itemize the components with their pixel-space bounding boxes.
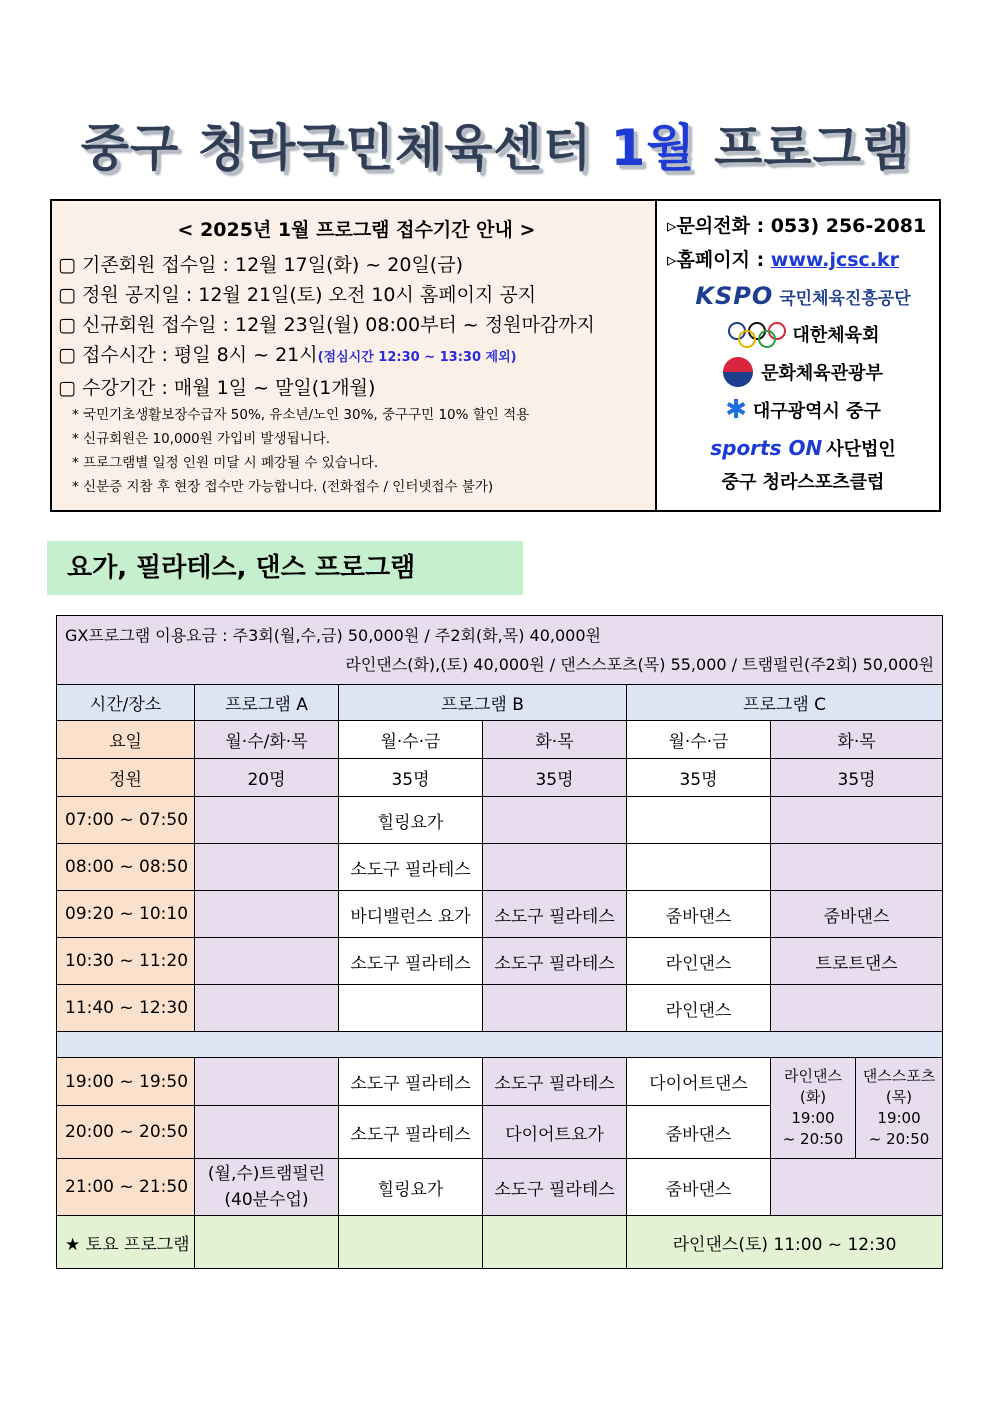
time-cell: 20:00 ~ 20:50	[57, 1106, 195, 1159]
capacity-cell: 20명	[195, 759, 339, 797]
table-row	[57, 891, 943, 938]
phone: ▹문의전화 : 053) 256-2081	[667, 215, 927, 237]
time-cell: 09:20 ~ 10:10	[57, 891, 195, 938]
registration-info	[52, 201, 657, 510]
table-header	[57, 685, 943, 721]
program-cell: 줌바댄스	[627, 1106, 771, 1159]
capacity-row	[57, 759, 943, 797]
table-row	[57, 844, 943, 891]
table-row	[57, 1058, 943, 1106]
taegeuk-icon	[723, 357, 753, 387]
fee-info: GX프로그램 이용요금 : 주3회(월,수,금) 50,000원 / 주2회(화,목) 40,000원 라인댄스(화),(토) 40,000원 / 댄스스포츠(목) 55,000 / 트램펄린(주2회) 50,000원	[57, 616, 943, 685]
program-cell	[195, 891, 339, 938]
program-cell	[483, 797, 627, 844]
spacer-row	[57, 1032, 943, 1058]
program-cell	[771, 1159, 943, 1216]
program-cell: 소도구 필라테스	[483, 1159, 627, 1216]
program-cell: 라인댄스	[627, 938, 771, 985]
day-label: 요일	[57, 721, 195, 759]
time-cell: 19:00 ~ 19:50	[57, 1058, 195, 1106]
contact-panel	[657, 201, 939, 510]
info-row: ▢ 정원 공지일 : 12월 21일(토) 오전 10시 홈페이지 공지	[58, 284, 537, 306]
time-cell: 07:00 ~ 07:50	[57, 797, 195, 844]
day-cell: 화·목	[483, 721, 627, 759]
day-row	[57, 721, 943, 759]
table-row	[57, 797, 943, 844]
program-cell	[483, 985, 627, 1032]
line-dance-tue-cell: 라인댄스 (화) 19:00 ~ 20:50	[771, 1058, 856, 1159]
district-emblem-icon: ✱	[725, 395, 747, 425]
program-cell: 바디밸런스 요가	[339, 891, 483, 938]
program-cell	[195, 844, 339, 891]
header-program-c: 프로그램 C	[627, 685, 943, 721]
program-cell	[483, 844, 627, 891]
saturday-label: ★ 토요 프로그램	[57, 1216, 195, 1269]
club-name: 중구 청라스포츠클럽	[721, 472, 885, 493]
program-cell: 줌바댄스	[627, 891, 771, 938]
capacity-cell: 35명	[483, 759, 627, 797]
table-row	[57, 1159, 943, 1216]
program-cell: 소도구 필라테스	[483, 891, 627, 938]
program-cell	[771, 844, 943, 891]
program-cell	[195, 985, 339, 1032]
table-row	[57, 985, 943, 1032]
district-logo: ✱ 대구광역시 중구	[725, 395, 881, 425]
program-cell: 소도구 필라테스	[483, 938, 627, 985]
program-cell	[627, 844, 771, 891]
saturday-program: 라인댄스(토) 11:00 ~ 12:30	[627, 1216, 943, 1269]
capacity-cell: 35명	[627, 759, 771, 797]
capacity-cell: 35명	[339, 759, 483, 797]
sports-council-logo: 대한체육회	[667, 315, 939, 353]
homepage: ▹홈페이지 : www.jcsc.kr	[667, 249, 900, 271]
page-title: 중구 청라국민체육센터 1월 프로그램	[80, 119, 912, 177]
program-cell: 트로트댄스	[771, 938, 943, 985]
time-cell: 11:40 ~ 12:30	[57, 985, 195, 1032]
day-cell: 월·수·금	[339, 721, 483, 759]
program-cell	[195, 1106, 339, 1159]
note: * 국민기초생활보장수급자 50%, 유소년/노인 30%, 중구구민 10% 할인 적용	[72, 407, 530, 423]
program-cell: 다이어트댄스	[627, 1058, 771, 1106]
program-cell	[771, 797, 943, 844]
program-cell: 힐링요가	[339, 797, 483, 844]
info-row: ▢ 신규회원 접수일 : 12월 23일(월) 08:00부터 ~ 정원마감까지	[58, 314, 595, 336]
info-row: ▢ 접수시간 : 평일 8시 ~ 21시(점심시간 12:30 ~ 13:30 제외)	[58, 344, 517, 366]
info-row: ▢ 기존회원 접수일 : 12월 17일(화) ~ 20일(금)	[58, 254, 463, 276]
schedule-table	[56, 615, 943, 1269]
club-logo: sports ON 사단법인	[710, 436, 896, 460]
note: * 프로그램별 일정 인원 미달 시 폐강될 수 있습니다.	[72, 455, 379, 471]
info-box	[50, 199, 941, 512]
time-cell: 10:30 ~ 11:20	[57, 938, 195, 985]
program-cell	[195, 797, 339, 844]
program-cell	[483, 1216, 627, 1269]
table-row	[57, 938, 943, 985]
dance-sport-thu-cell: 댄스스포츠 (목) 19:00 ~ 20:50	[856, 1058, 943, 1159]
day-cell: 월·수·금	[627, 721, 771, 759]
fee-row	[57, 616, 943, 685]
capacity-cell: 35명	[771, 759, 943, 797]
note: * 신분증 지참 후 현장 접수만 가능합니다. (전화접수 / 인터넷접수 불가)	[72, 479, 494, 495]
kspo-logo: KSPO 국민체육진흥공단	[695, 282, 911, 310]
saturday-row	[57, 1216, 943, 1269]
time-cell: 08:00 ~ 08:50	[57, 844, 195, 891]
section-title: 요가, 필라테스, 댄스 프로그램	[47, 541, 523, 595]
trampoline-cell: (월,수)트램펄린 (40분수업)	[195, 1159, 339, 1216]
header-time: 시간/장소	[57, 685, 195, 721]
header-program-b: 프로그램 B	[339, 685, 627, 721]
note: * 신규회원은 10,000원 가입비 발생됩니다.	[72, 431, 331, 447]
header-program-a: 프로그램 A	[195, 685, 339, 721]
program-cell	[339, 1216, 483, 1269]
program-cell	[195, 938, 339, 985]
day-cell: 월·수/화·목	[195, 721, 339, 759]
program-cell: 줌바댄스	[771, 891, 943, 938]
olympic-rings-icon	[727, 319, 787, 349]
day-cell: 화·목	[771, 721, 943, 759]
registration-heading: < 2025년 1월 프로그램 접수기간 안내 >	[177, 219, 536, 241]
ministry-logo: 문화체육관광부	[667, 353, 939, 391]
program-cell: 소도구 필라테스	[339, 938, 483, 985]
time-cell: 21:00 ~ 21:50	[57, 1159, 195, 1216]
spacer	[57, 1032, 943, 1058]
program-cell	[195, 1216, 339, 1269]
program-cell: 소도구 필라테스	[339, 1058, 483, 1106]
program-cell: 힐링요가	[339, 1159, 483, 1216]
program-cell	[771, 985, 943, 1032]
homepage-link[interactable]: www.jcsc.kr	[770, 249, 900, 271]
program-cell	[195, 1058, 339, 1106]
program-cell: 라인댄스	[627, 985, 771, 1032]
program-cell: 소도구 필라테스	[339, 1106, 483, 1159]
program-cell	[339, 985, 483, 1032]
program-cell: 다이어트요가	[483, 1106, 627, 1159]
program-cell: 소도구 필라테스	[339, 844, 483, 891]
program-cell	[627, 797, 771, 844]
info-row: ▢ 수강기간 : 매월 1일 ~ 말일(1개월)	[58, 377, 376, 399]
program-cell: 소도구 필라테스	[483, 1058, 627, 1106]
lunch-note: (점심시간 12:30 ~ 13:30 제외)	[317, 350, 517, 365]
program-cell: 줌바댄스	[627, 1159, 771, 1216]
capacity-label: 정원	[57, 759, 195, 797]
